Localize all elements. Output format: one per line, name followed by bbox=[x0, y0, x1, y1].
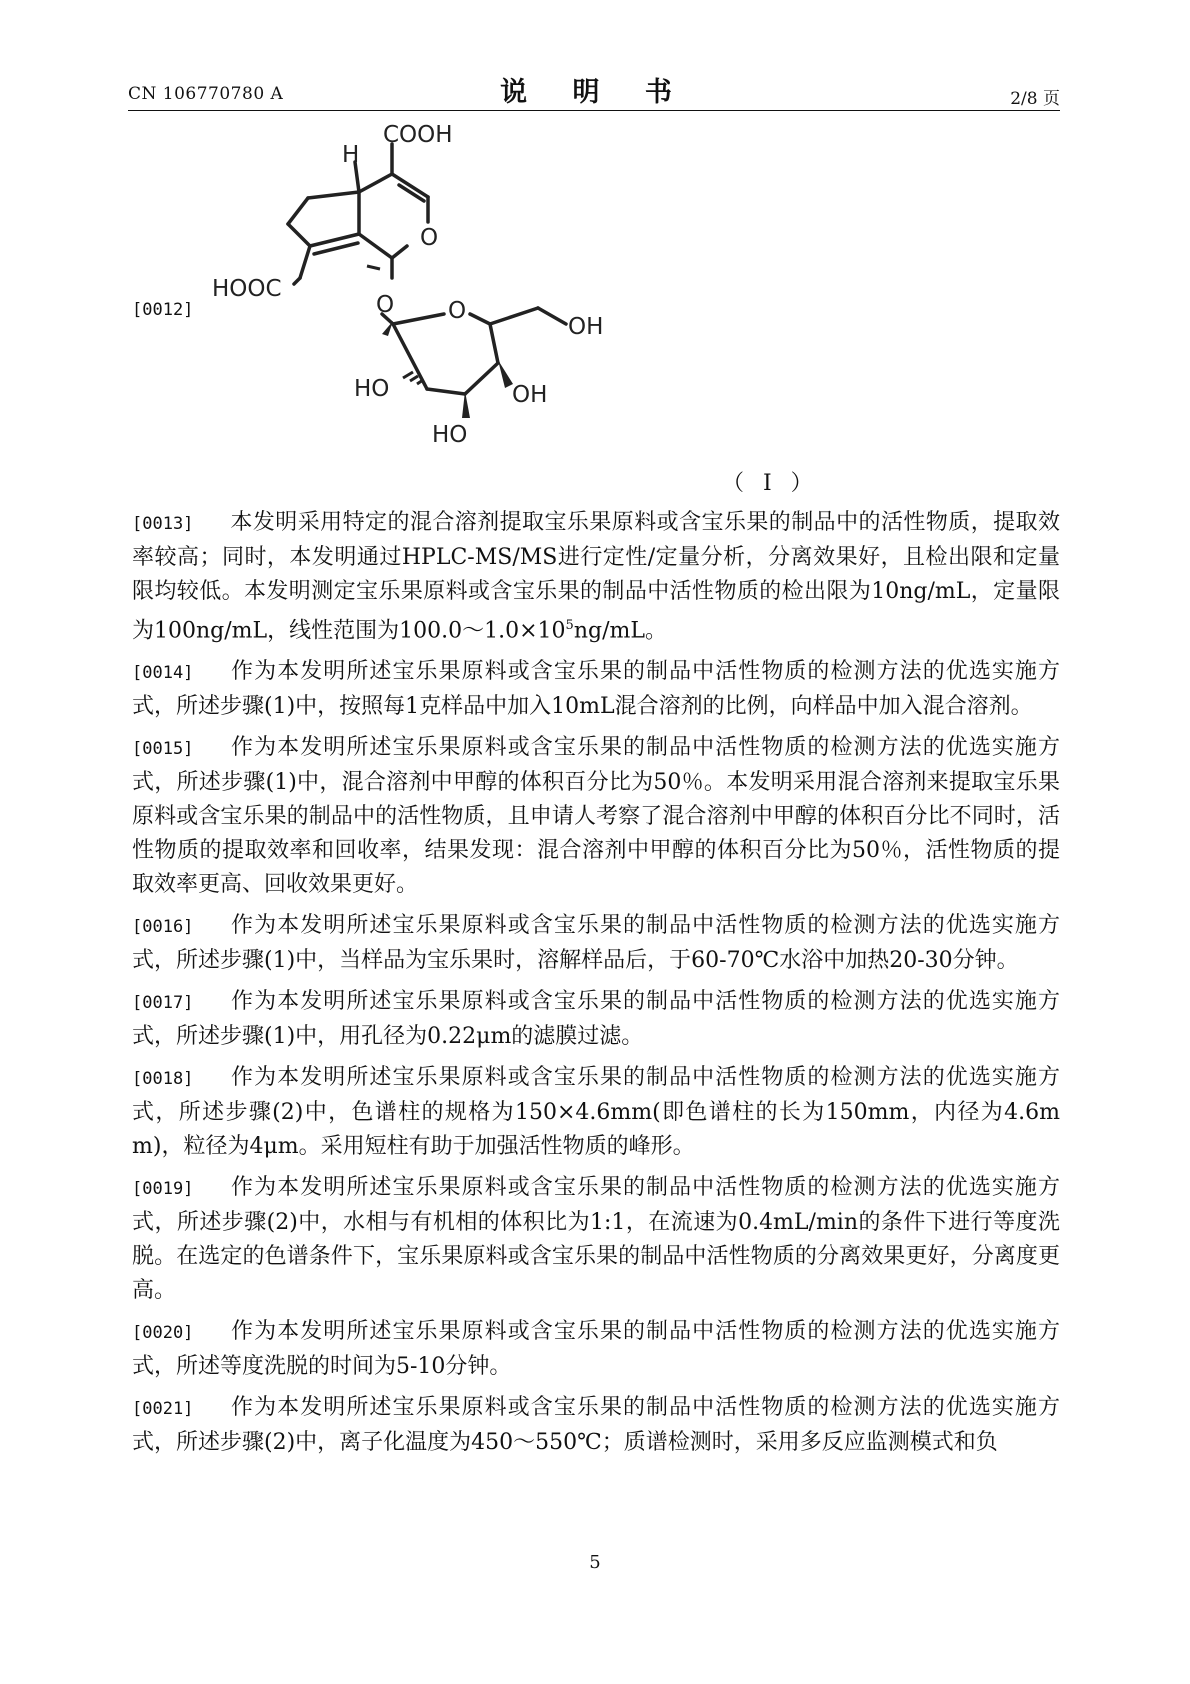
paragraph-text: 作为本发明所述宝乐果原料或含宝乐果的制品中活性物质的检测方法的优选实施方式，所述步骤(1)中，用孔径为0.22μm的滤膜过滤。 bbox=[132, 989, 1060, 1050]
paragraph-text: 本发明采用特定的混合溶剂提取宝乐果原料或含宝乐果的制品中的活性物质，提取效率较高；同时，本发明通过HPLC-MS/MS进行定性/定量分析，分离效果好，且检出限和定量限均较低。本发明测定宝乐果原料或含宝乐果的制品中活性物质的检出限为10ng/mL，定量限为100ng/mL，线性范围为100.0～1.0×10 bbox=[132, 510, 1060, 644]
paragraph-text: 作为本发明所述宝乐果原料或含宝乐果的制品中活性物质的检测方法的优选实施方式，所述步骤(2)中，离子化温度为450～550℃；质谱检测时，采用多反应监测模式和负 bbox=[132, 1395, 1060, 1456]
paragraph-text-tail: ng/mL。 bbox=[573, 618, 667, 644]
paragraph-text: 作为本发明所述宝乐果原料或含宝乐果的制品中活性物质的检测方法的优选实施方式，所述步骤(2)中，水相与有机相的体积比为1:1，在流速为0.4mL/min的条件下进行等度洗脱。在选定的色谱条件下，宝乐果原料或含宝乐果的制品中活性物质的分离效果更好，分离度更高。 bbox=[132, 1175, 1060, 1304]
paragraph-0021 bbox=[132, 1391, 1060, 1460]
paragraph-0013 bbox=[132, 506, 1060, 648]
superscript: 5 bbox=[565, 618, 574, 633]
oh-right-label: OH bbox=[512, 382, 548, 408]
paragraph-0014 bbox=[132, 655, 1060, 724]
paragraph-number: [0015] bbox=[132, 739, 194, 760]
paragraph-0020 bbox=[132, 1315, 1060, 1384]
formula-label: （ I ） bbox=[722, 471, 819, 496]
paragraph-text: 作为本发明所述宝乐果原料或含宝乐果的制品中活性物质的检测方法的优选实施方式，所述步骤(1)中，当样品为宝乐果时，溶解样品后，于60-70℃水浴中加热20-30分钟。 bbox=[132, 913, 1060, 974]
paragraph-0015 bbox=[132, 731, 1060, 902]
paragraph-number: [0017] bbox=[132, 993, 194, 1014]
paragraph-number: [0014] bbox=[132, 663, 194, 684]
page-count: 2/8 页 bbox=[1010, 89, 1060, 109]
hooc-label: HOOC bbox=[212, 276, 282, 302]
h-label: H bbox=[342, 142, 360, 168]
ch2oh-label: OH bbox=[568, 314, 604, 340]
glycosidic-oxygen-label: O bbox=[376, 292, 395, 318]
paragraph-text: 作为本发明所述宝乐果原料或含宝乐果的制品中活性物质的检测方法的优选实施方式，所述步骤(2)中，色谱柱的规格为150×4.6mm(即色谱柱的长为150mm，内径为4.6mm)，粒径为4μm。采用短柱有助于加强活性物质的峰形。 bbox=[132, 1065, 1060, 1160]
figure-paragraph-number: [0012] bbox=[132, 300, 194, 320]
header-divider bbox=[128, 110, 1060, 111]
document-body bbox=[132, 506, 1060, 1467]
paragraph-text: 作为本发明所述宝乐果原料或含宝乐果的制品中活性物质的检测方法的优选实施方式，所述等度洗脱的时间为5-10分钟。 bbox=[132, 1319, 1060, 1380]
paragraph-number: [0016] bbox=[132, 917, 194, 938]
paragraph-number: [0020] bbox=[132, 1323, 194, 1344]
paragraph-text: 作为本发明所述宝乐果原料或含宝乐果的制品中活性物质的检测方法的优选实施方式，所述步骤(1)中，混合溶剂中甲醇的体积百分比为50％。本发明采用混合溶剂来提取宝乐果原料或含宝乐果的制品中的活性物质，且申请人考察了混合溶剂中甲醇的体积百分比不同时，活性物质的提取效率和回收率，结果发现：混合溶剂中甲醇的体积百分比为50％，活性物质的提取效率更高、回收效果更好。 bbox=[132, 735, 1060, 898]
paragraph-number: [0019] bbox=[132, 1179, 194, 1200]
paragraph-0016 bbox=[132, 909, 1060, 978]
ho-bottom-label: HO bbox=[432, 422, 468, 448]
paragraph-text: 作为本发明所述宝乐果原料或含宝乐果的制品中活性物质的检测方法的优选实施方式，所述步骤(1)中，按照每1克样品中加入10mL混合溶剂的比例，向样品中加入混合溶剂。 bbox=[132, 659, 1060, 720]
paragraph-number: [0018] bbox=[132, 1069, 194, 1090]
cooh-top-label: COOH bbox=[383, 122, 453, 148]
paragraph-0019 bbox=[132, 1171, 1060, 1308]
ho-left-label: HO bbox=[354, 376, 390, 402]
document-number: CN 106770780 A bbox=[128, 84, 284, 104]
sugar-oxygen-label: O bbox=[448, 298, 467, 324]
page-title: 说 明 书 bbox=[500, 77, 690, 108]
chemical-structure bbox=[212, 118, 680, 488]
ring-oxygen-label: O bbox=[420, 225, 439, 251]
paragraph-0018 bbox=[132, 1061, 1060, 1164]
paragraph-0017 bbox=[132, 985, 1060, 1054]
paragraph-number: [0021] bbox=[132, 1399, 194, 1420]
paragraph-number: [0013] bbox=[132, 514, 194, 534]
page-number: 5 bbox=[589, 1552, 601, 1573]
